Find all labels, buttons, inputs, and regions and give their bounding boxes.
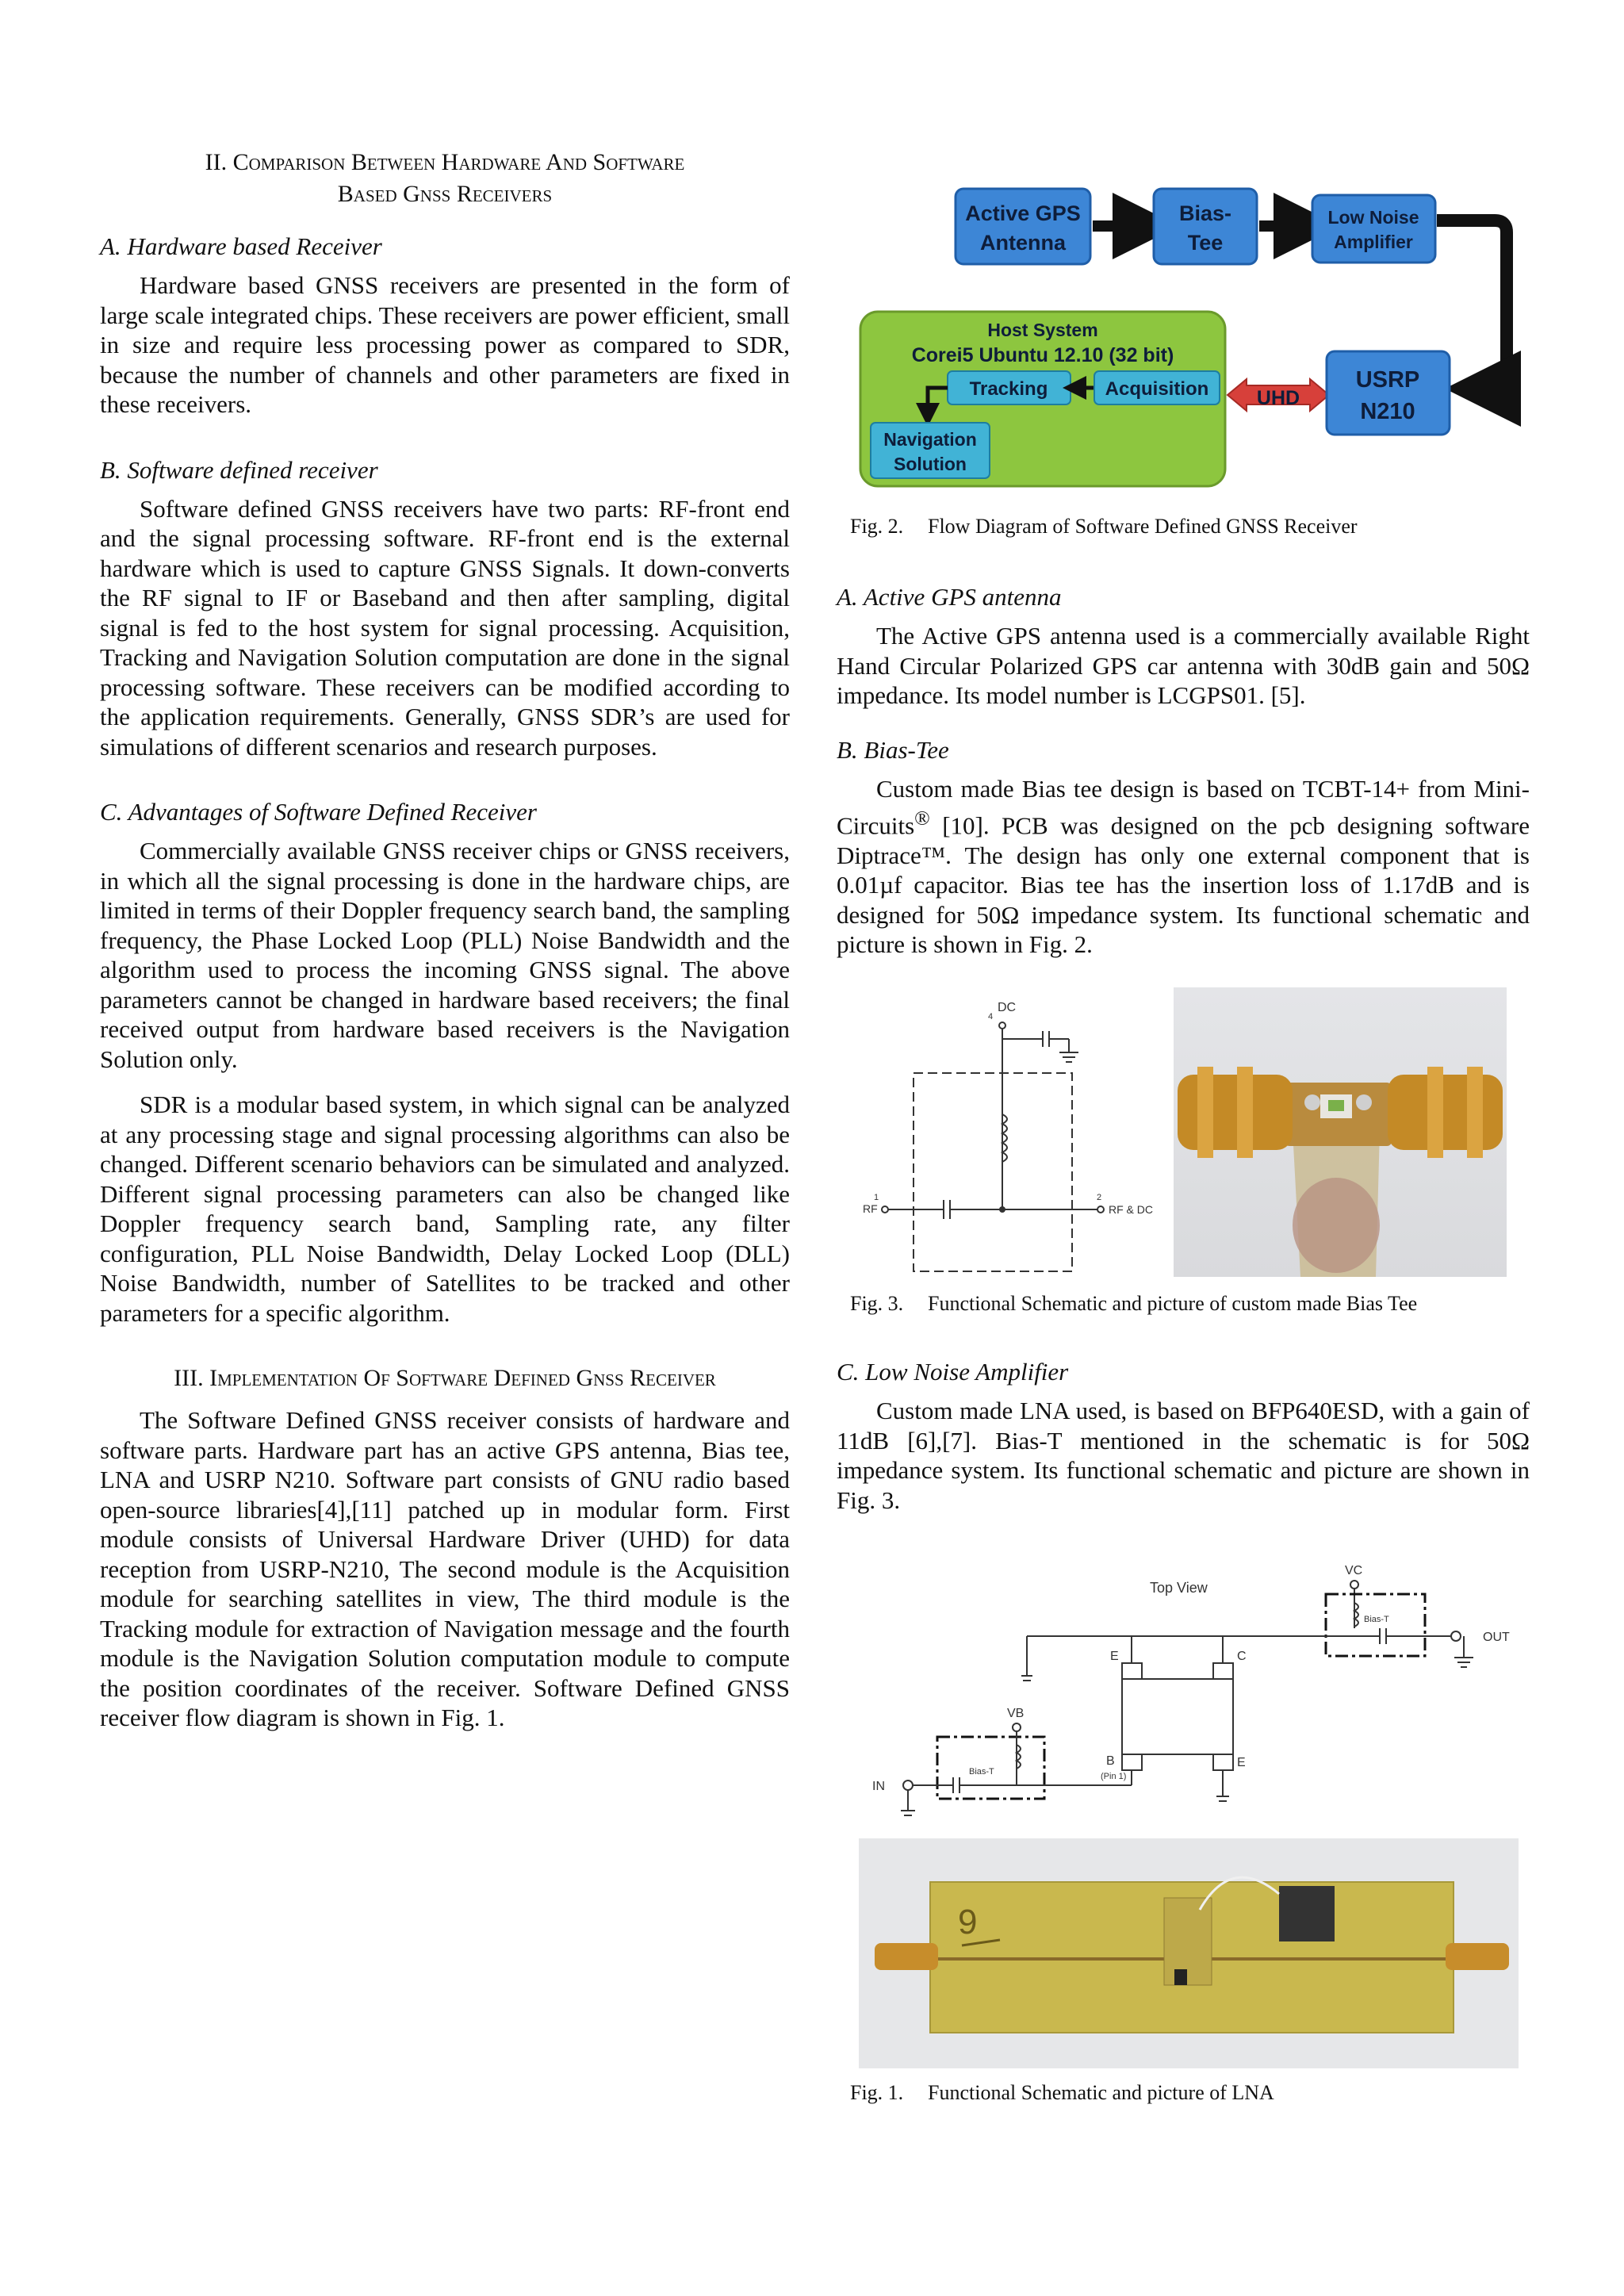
fig2-number: Fig. 2.: [850, 515, 904, 538]
section-2-heading-line1: II. Comparison Between Hardware And Software: [205, 149, 685, 175]
lna-vb-label: VB: [1007, 1707, 1025, 1720]
fig1-caption: [850, 2080, 1274, 2106]
biastee-label-1: Bias-: [1178, 201, 1232, 225]
lna-label-1: Low Noise: [1327, 207, 1419, 228]
subsection-b-paragraph: Software defined GNSS receivers have two parts: RF-front end and the signal processing software. RF-front end is the external hardware which is used to capture GNSS Signals. It down-converts the RF signal to IF or Baseband and then after sampling, digital signal is fed to the host system for signal processing. Acquisition, Tracking and Navigation Solution computation are done in the signal processing software. These receivers can be modified according to the application requirements. Generally, GNSS SDR’s are used for simulations of different scenarios and research purposes.: [100, 494, 790, 761]
section-2-heading: [100, 147, 790, 210]
biastee-label-2: Tee: [1187, 231, 1224, 255]
bias-tee-box: [1154, 189, 1257, 264]
section-3-paragraph: The Software Defined GNSS receiver consists of hardware and software parts. Hardware part has an active GPS antenna, Bias tee, LNA and USRP N210. Software part consists of GNU radio based open-source libraries[4],[11] patched up in modular form. First module consists of Universal Hardware Driver (UHD) for data reception from USRP-N210, The second module is the Acquisition module for searching satellites in view, The third module is the Tracking module for extraction of Navigation message and the fourth module is the Navigation Solution computation module to compute the position coordinates of the receiver. Software Defined GNSS receiver flow diagram is shown in Fig. 1.: [100, 1406, 790, 1731]
uhd-label: UHD: [1256, 387, 1300, 409]
lna-b-label: B: [1106, 1754, 1115, 1768]
lna-pcb-photo-drawing: [859, 1838, 1519, 2068]
fig3-number: Fig. 3.: [850, 1292, 904, 1315]
registered-mark: ®: [914, 807, 930, 830]
usrp-label-2: N210: [1360, 399, 1415, 424]
section-2-heading-line2: Based Gnss Receivers: [337, 181, 553, 207]
biastee-text-part1: Custom made Bias tee design is based on TCBT-14+ from Mini-Circuits: [837, 774, 1530, 840]
lna-c-label: C: [1237, 1650, 1247, 1663]
usrp-box: [1327, 351, 1450, 435]
subsection-c-title: C. Advantages of Software Defined Receiver: [100, 798, 537, 826]
lna-out-label: OUT: [1483, 1631, 1510, 1644]
fig1-number: Fig. 1.: [850, 2081, 904, 2104]
right-subsection-a-title: A. Active GPS antenna: [837, 583, 1062, 611]
fig2-text: Flow Diagram of Software Defined GNSS Receiver: [928, 515, 1358, 538]
section-3-heading: [100, 1363, 790, 1394]
usrp-label-1: USRP: [1355, 367, 1420, 393]
antenna-label-1: Active GPS: [965, 201, 1081, 225]
right-subsection-c-paragraph: Custom made LNA used, is based on BFP640ESD, with a gain of 11dB [6],[7]. Bias-T mentioned in the schematic is for 50Ω impedance system. Its functional schematic and picture are shown in Fig. 3.: [837, 1397, 1530, 1514]
nav-label-1: Navigation: [883, 429, 977, 450]
lna-label-2: Amplifier: [1334, 232, 1413, 252]
right-subsection-c-title: C. Low Noise Amplifier: [837, 1358, 1069, 1386]
antenna-label-2: Antenna: [980, 231, 1066, 255]
lna-vc-label: VC: [1345, 1564, 1363, 1577]
section-3-heading-text: III. Implementation Of Software Defined Gnss Receiver: [174, 1365, 716, 1391]
lna-top-view-label: Top View: [1150, 1580, 1208, 1596]
host-label-1: Host System: [987, 320, 1098, 340]
uhd-arrow: [1228, 379, 1329, 411]
right-column-upper: [837, 581, 1530, 960]
lna-biast-label-1: Bias-T: [1364, 1615, 1389, 1624]
lna-e-label-top: E: [1110, 1650, 1119, 1663]
subsection-a-paragraph: Hardware based GNSS receivers are presented in the form of large scale integrated chips. These receivers are power efficient, small in size and require less processing power as compared to SDR, because the number of channels and other parameters are fixed in these receivers.: [100, 271, 790, 418]
right-column-lower: [837, 1356, 1530, 1515]
fig2-caption: [850, 514, 1358, 539]
host-label-2: Corei5 Ubuntu 12.10 (32 bit): [911, 344, 1174, 366]
tracking-label: Tracking: [969, 378, 1048, 400]
lna-pin1-label: (Pin 1): [1101, 1772, 1127, 1781]
right-subsection-a-paragraph: The Active GPS antenna used is a commercially available Right Hand Circular Polarized GPS car antenna with 30dB gain and 50Ω impedance. Its model number is LCGPS01. [5].: [837, 622, 1530, 709]
fig1-text: Functional Schematic and picture of LNA: [928, 2081, 1274, 2104]
subsection-c-paragraph-1: Commercially available GNSS receiver chips or GNSS receivers, in which all the signal processing is done in the hardware chips, are limited in terms of their Doppler frequency search band, the sampling frequency, the Phase Locked Loop (PLL) Noise Bandwidth and the algorithm used to process the incoming GNSS signal. The above parameters cannot be changed in hardware based receivers; the final received output from hardware based receivers is the Navigation Solution only.: [100, 837, 790, 1073]
schem-pin1-label: 1: [874, 1193, 879, 1202]
bias-tee-photo-drawing: [1174, 987, 1507, 1277]
lna-box: [1312, 195, 1435, 263]
fig3-caption: [850, 1291, 1417, 1317]
lna-schematic: [864, 1558, 1530, 1828]
schem-pin2-label: 2: [1097, 1193, 1102, 1202]
flow-diagram: [856, 181, 1554, 498]
acquisition-box: [1094, 371, 1220, 404]
lna-in-label: IN: [872, 1780, 885, 1793]
bias-tee-photo: [1174, 987, 1507, 1277]
fig3-text: Functional Schematic and picture of custom made Bias Tee: [928, 1292, 1418, 1315]
nav-label-2: Solution: [894, 454, 967, 474]
active-gps-antenna-box: [956, 189, 1090, 264]
acquisition-label: Acquisition: [1105, 378, 1209, 400]
lna-pcb-photo: [859, 1838, 1519, 2068]
schem-rfdc-label: RF & DC: [1109, 1203, 1153, 1216]
biastee-text-part2: [10]. PCB was designed on the pcb designing software Diptrace™. The design has only one external component that is 0.01µf capacitor. Bias tee has the insertion loss of 1.17dB and is designed for 50Ω impedance system. Its functional schematic and picture is shown in Fig. 2.: [837, 811, 1530, 959]
tracking-box: [948, 371, 1071, 404]
left-column: [100, 147, 790, 1733]
schem-rf-label: RF: [863, 1202, 878, 1215]
subsection-b-title: B. Software defined receiver: [100, 455, 378, 484]
right-subsection-b-paragraph: [837, 774, 1530, 960]
subsection-a-title: A. Hardware based Receiver: [100, 232, 382, 260]
schem-pin4-label: 4: [988, 1012, 994, 1022]
navigation-solution-box: [871, 423, 990, 478]
lna-e-label-bottom: E: [1237, 1756, 1246, 1769]
subsection-c-paragraph-2: SDR is a modular based system, in which signal can be analyzed at any processing stage and signal processing algorithms can also be changed. Different scenario behaviors can be simulated and analyzed. Different signal processing parameters can also be changed like Doppler frequency search band, Sampling rate, any filter configuration, PLL Noise Bandwidth, Delay Locked Loop (DLL) Noise Bandwidth, number of Satellites to be tracked and other parameters for a specific algorithm.: [100, 1091, 790, 1327]
right-subsection-b-title: B. Bias-Tee: [837, 735, 949, 764]
lna-biast-label-2: Bias-T: [969, 1767, 994, 1777]
schem-dc-label: DC: [998, 1001, 1017, 1014]
pcb-handwritten-mark: 9: [958, 1903, 978, 1941]
bias-tee-schematic: [856, 987, 1158, 1281]
